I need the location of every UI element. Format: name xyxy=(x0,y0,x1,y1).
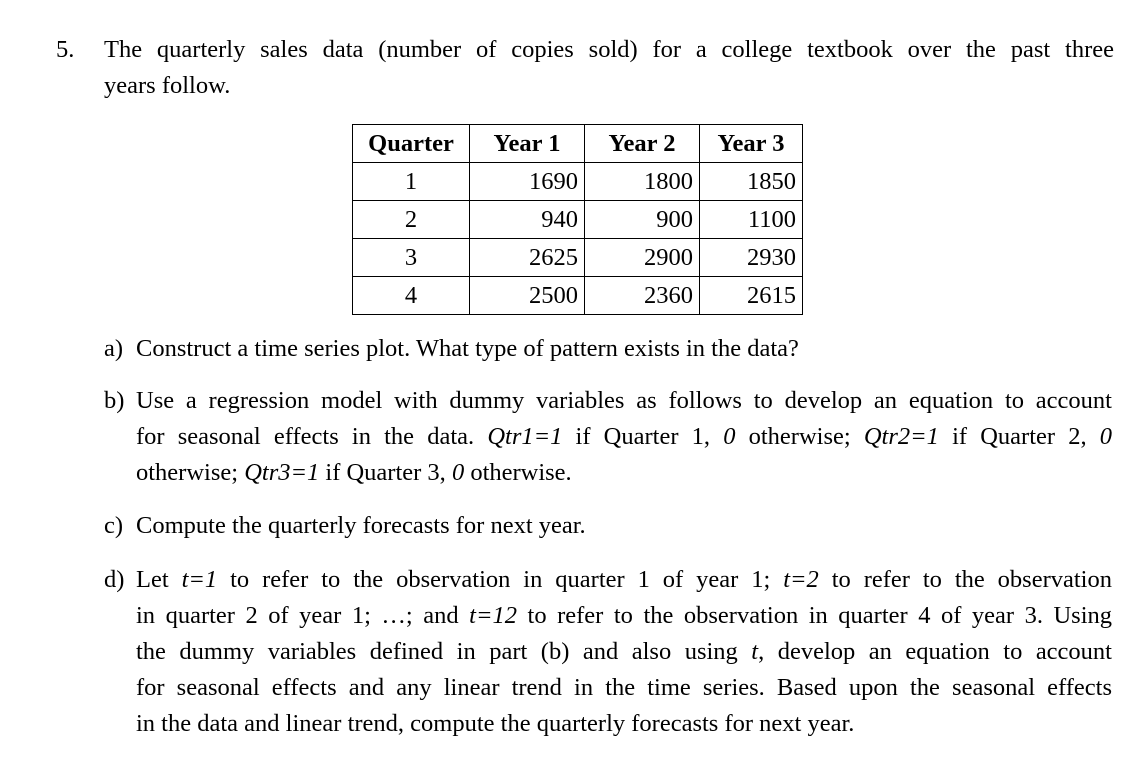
header-year-1: Year 1 xyxy=(470,125,585,163)
intro-line-2: years follow. xyxy=(104,72,231,99)
cell-year-2: 900 xyxy=(585,201,700,239)
part-d-label: d) xyxy=(104,566,125,593)
part-b-line-3: otherwise; Qtr3=1 if Quarter 3, 0 otherwise. xyxy=(136,459,572,486)
part-c-label: c) xyxy=(104,512,124,539)
part-d-line-4: for seasonal effects and any linear trend in the time series. Based upon the seasonal effects xyxy=(136,674,1112,701)
part-b-line-2: for seasonal effects in the data. Qtr1=1 if Quarter 1, 0 otherwise; Qtr2=1 if Quarter 2, 0 xyxy=(136,423,1112,450)
cell-year-1: 2625 xyxy=(470,239,585,277)
question-number: 5. xyxy=(56,36,75,63)
cell-year-3: 1100 xyxy=(700,201,803,239)
cell-year-3: 2615 xyxy=(700,277,803,315)
part-d-line-3: the dummy variables defined in part (b) and also using t, develop an equation to account xyxy=(136,638,1112,665)
sales-table xyxy=(352,124,803,315)
part-d xyxy=(104,562,1112,742)
cell-quarter: 4 xyxy=(353,277,470,315)
part-d-line-5: in the data and linear trend, compute the quarterly forecasts for next year. xyxy=(136,710,855,737)
cell-year-2: 2900 xyxy=(585,239,700,277)
part-d-line-2: in quarter 2 of year 1; …; and t=12 to refer to the observation in quarter 4 of year 3. Using xyxy=(136,602,1113,629)
part-b xyxy=(104,383,1112,491)
cell-year-3: 2930 xyxy=(700,239,803,277)
header-quarter: Quarter xyxy=(353,125,470,163)
intro-line-1: The quarterly sales data (number of copies sold) for a college textbook over the past three xyxy=(104,36,1114,63)
header-year-2: Year 2 xyxy=(585,125,700,163)
cell-year-3: 1850 xyxy=(700,163,803,201)
cell-year-2: 1800 xyxy=(585,163,700,201)
cell-year-1: 1690 xyxy=(470,163,585,201)
cell-year-1: 940 xyxy=(470,201,585,239)
table-row xyxy=(353,239,803,277)
table-header-row xyxy=(353,125,803,163)
cell-quarter: 3 xyxy=(353,239,470,277)
cell-year-2: 2360 xyxy=(585,277,700,315)
table-row xyxy=(353,201,803,239)
table-row xyxy=(353,277,803,315)
part-d-line-1: Let t=1 to refer to the observation in quarter 1 of year 1; t=2 to refer to the observation xyxy=(136,566,1112,593)
part-a-label: a) xyxy=(104,335,124,362)
header-year-3: Year 3 xyxy=(700,125,803,163)
cell-quarter: 2 xyxy=(353,201,470,239)
cell-quarter: 1 xyxy=(353,163,470,201)
part-c-text: Compute the quarterly forecasts for next year. xyxy=(136,512,586,539)
part-a-text: Construct a time series plot. What type of pattern exists in the data? xyxy=(136,335,799,362)
cell-year-1: 2500 xyxy=(470,277,585,315)
part-b-label: b) xyxy=(104,387,125,414)
table-row xyxy=(353,163,803,201)
question-intro xyxy=(104,32,1114,104)
part-a xyxy=(104,331,1112,367)
part-c xyxy=(104,508,1112,544)
part-b-line-1: Use a regression model with dummy variables as follows to develop an equation to account xyxy=(136,387,1112,414)
